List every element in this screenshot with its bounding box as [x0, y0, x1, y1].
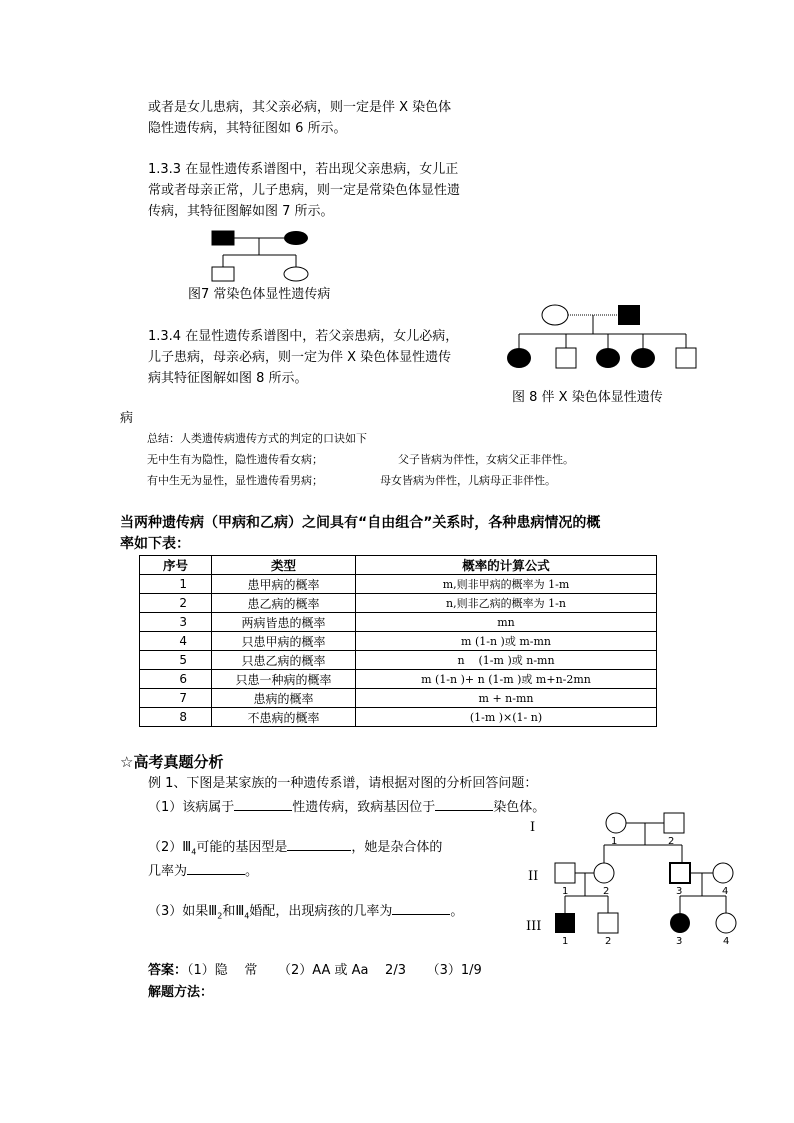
example-pedigree — [520, 800, 760, 960]
fig8-son-1-normal — [556, 348, 576, 368]
q3-subscript-1: 2 — [217, 911, 223, 921]
answer-label: 答案： — [148, 963, 188, 978]
fig8-pedigree — [500, 298, 710, 378]
question-2 — [148, 838, 442, 861]
q2-blank-2[interactable] — [187, 862, 245, 875]
q2-text-c: ，她是杂合体的 — [351, 840, 443, 855]
row-formula: n (1-m )或 n-mn — [356, 651, 657, 670]
row-formula: (1-m )×(1- n) — [356, 708, 657, 727]
table-row — [140, 575, 657, 594]
row-index: 7 — [140, 689, 212, 708]
q2-blank-1[interactable] — [287, 838, 351, 851]
intro-line-2: 隐性遗传病，其特征图如 6 所示。 — [148, 121, 347, 136]
method-label: 解题方法： — [148, 985, 214, 1000]
row-index: 8 — [140, 708, 212, 727]
row-type: 患乙病的概率 — [212, 594, 356, 613]
row-formula: m (1-n )或 m-mn — [356, 632, 657, 651]
q2-subscript: 4 — [191, 847, 197, 857]
row-index: 1 — [140, 575, 212, 594]
fig7-daughter-normal — [284, 267, 308, 281]
fig8-mother-normal — [542, 305, 568, 325]
s134-line-1: 1.3.4 在显性遗传系谱图中，若父亲患病，女儿必病， — [148, 329, 459, 344]
fig8-son-2-normal — [676, 348, 696, 368]
fig8-caption: 图 8 伴 X 染色体显性遗传 — [512, 390, 663, 405]
q2-text-d: 几率为 — [148, 864, 188, 879]
q3-subscript-2: 4 — [244, 911, 250, 921]
s134-line-2: 儿子患病，母亲必病，则一定为伴 X 染色体显性遗传 — [148, 350, 452, 365]
q3-blank[interactable] — [392, 902, 450, 915]
gen-label-3: III — [526, 919, 542, 934]
table-header-row — [140, 556, 657, 575]
III-2-male-normal — [598, 913, 618, 933]
intro-line-1: 或者是女儿患病，其父亲必病，则一定是伴 X 染色体 — [148, 100, 452, 115]
gen-label-1: I — [530, 820, 536, 835]
III-1-male-affected — [555, 913, 575, 933]
q3-text-d: 。 — [450, 904, 464, 919]
table-intro-line-2: 率如下表： — [120, 536, 190, 552]
II-4-num: 4 — [722, 886, 729, 897]
answer-line — [148, 963, 482, 979]
summary-title: 总结：人类遗传病遗传方式的判定的口诀如下 — [147, 432, 367, 445]
III-4-num: 4 — [723, 936, 730, 947]
row-type: 只患一种病的概率 — [212, 670, 356, 689]
header-index: 序号 — [140, 556, 212, 575]
II-1-male-normal — [555, 863, 575, 883]
q1-blank-2[interactable] — [435, 798, 493, 811]
s133-line-3: 传病，其特征图解如图 7 所示。 — [148, 204, 334, 219]
header-type: 类型 — [212, 556, 356, 575]
table-row — [140, 670, 657, 689]
table-row — [140, 708, 657, 727]
III-2-num: 2 — [605, 936, 612, 947]
II-3-male-normal — [670, 863, 690, 883]
table-row — [140, 651, 657, 670]
table-row — [140, 594, 657, 613]
q1-text-a: （1）该病属于 — [148, 800, 235, 815]
question-3 — [148, 902, 463, 925]
row-index: 2 — [140, 594, 212, 613]
table-row — [140, 632, 657, 651]
I-2-num: 2 — [668, 836, 675, 847]
III-4-female-normal — [716, 913, 736, 933]
table-intro-line-1: 当两种遗传病（甲病和乙病）之间具有“自由组合”关系时，各种患病情况的概 — [120, 515, 601, 531]
q3-text-c: 婚配，出现病孩的几率为 — [249, 904, 393, 919]
summary-line-1b: 父子皆病为伴性，女病父正非伴性。 — [398, 453, 574, 466]
answer-text: （1）隐 常 （2）AA 或 Aa 2/3 （3）1/9 — [187, 963, 482, 978]
row-formula: mn — [356, 613, 657, 632]
example-title: 例 1、下图是某家族的一种遗传系谱，请根据对图的分析回答问题： — [148, 776, 538, 791]
q2-text-e: 。 — [245, 864, 259, 879]
table-row — [140, 689, 657, 708]
s133-line-1: 1.3.3 在显性遗传系谱图中，若出现父亲患病，女儿正 — [148, 162, 459, 177]
header-formula: 概率的计算公式 — [356, 556, 657, 575]
row-index: 5 — [140, 651, 212, 670]
fig7-father-affected — [212, 231, 234, 245]
summary-line-2b: 母女皆病为伴性，儿病母正非伴性。 — [380, 474, 556, 487]
question-1 — [148, 798, 545, 816]
table-row — [140, 613, 657, 632]
gen-label-2: II — [528, 869, 539, 884]
q3-text-a: （3）如果Ⅲ — [148, 904, 218, 919]
row-index: 4 — [140, 632, 212, 651]
q3-text-b: 和Ⅲ — [222, 904, 245, 919]
II-3-num: 3 — [676, 886, 683, 897]
row-type: 两病皆患的概率 — [212, 613, 356, 632]
s134-line-3: 病其特征图解如图 8 所示。 — [148, 371, 308, 386]
II-2-num: 2 — [603, 886, 610, 897]
q1-text-c: 染色体。 — [493, 800, 546, 815]
II-1-num: 1 — [562, 886, 569, 897]
question-2-cont — [148, 862, 258, 880]
fig8-daughter-2-affected — [596, 348, 620, 368]
row-type: 患病的概率 — [212, 689, 356, 708]
probability-table — [139, 555, 657, 727]
fig8-caption-tail: 病 — [120, 411, 134, 426]
q1-text-b: 性遗传病，致病基因位于 — [292, 800, 436, 815]
row-type: 患甲病的概率 — [212, 575, 356, 594]
row-type: 只患乙病的概率 — [212, 651, 356, 670]
fig7-caption: 图7 常染色体显性遗传病 — [188, 287, 331, 302]
row-formula: m,则非甲病的概率为 1-m — [356, 575, 657, 594]
row-formula: m (1-n )+ n (1-m )或 m+n-2mn — [356, 670, 657, 689]
row-type: 不患病的概率 — [212, 708, 356, 727]
fig8-father-affected — [618, 305, 640, 325]
I-1-female-normal — [606, 813, 626, 833]
row-index: 6 — [140, 670, 212, 689]
I-1-num: 1 — [611, 836, 618, 847]
II-2-female-normal — [594, 863, 614, 883]
III-3-num: 3 — [676, 936, 683, 947]
fig8-daughter-3-affected — [631, 348, 655, 368]
summary-line-2a: 有中生无为显性，显性遗传看男病； — [147, 474, 323, 487]
q2-text-b: 可能的基因型是 — [196, 840, 288, 855]
row-formula: m + n-mn — [356, 689, 657, 708]
row-index: 3 — [140, 613, 212, 632]
row-formula: n,则非乙病的概率为 1-n — [356, 594, 657, 613]
s133-line-2: 常或者母亲正常，儿子患病，则一定是常染色体显性遗 — [148, 183, 461, 198]
row-type: 只患甲病的概率 — [212, 632, 356, 651]
fig8-daughter-1-affected — [507, 348, 531, 368]
summary-line-1a: 无中生有为隐性，隐性遗传看女病； — [147, 453, 323, 466]
q1-blank-1[interactable] — [234, 798, 292, 811]
fig7-mother-affected — [284, 231, 308, 245]
fig7-son-normal — [212, 267, 234, 281]
I-2-male-normal — [664, 813, 684, 833]
q2-text-a: （2）Ⅲ — [148, 840, 192, 855]
section-title: ☆高考真题分析 — [120, 753, 224, 771]
III-1-num: 1 — [562, 936, 569, 947]
III-3-female-affected — [670, 913, 690, 933]
fig7-pedigree — [205, 225, 325, 285]
II-4-female-normal — [713, 863, 733, 883]
